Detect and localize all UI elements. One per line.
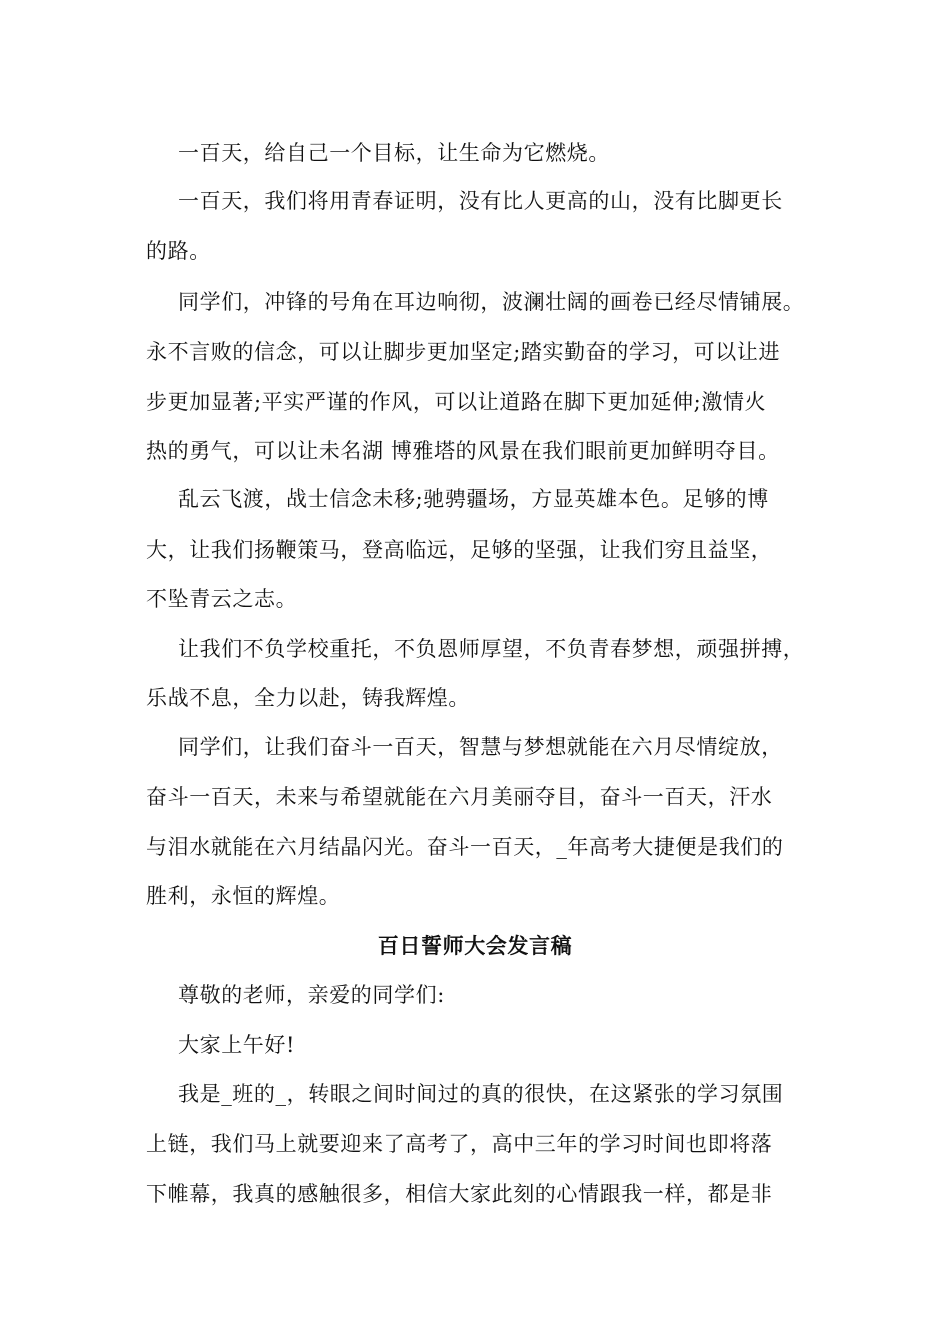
paragraph-line: 我是_班的_，转眼之间时间过的真的很快，在这紧张的学习氛围 bbox=[178, 1082, 784, 1106]
paragraph-line: 下帷幕，我真的感触很多，相信大家此刻的心情跟我一样，都是非 bbox=[146, 1182, 773, 1206]
paragraph-line: 同学们，让我们奋斗一百天，智慧与梦想就能在六月尽情绽放， bbox=[178, 735, 783, 759]
paragraph-line: 大，让我们扬鞭策马，登高临远，足够的坚强，让我们穷且益坚， bbox=[146, 538, 773, 562]
paragraph-line: 一百天，给自己一个目标，让生命为它燃烧。 bbox=[178, 141, 610, 165]
paragraph-line: 让我们不负学校重托，不负恩师厚望，不负青春梦想，顽强拼搏， bbox=[178, 637, 805, 661]
paragraph-line: 步更加显著;平实严谨的作风，可以让道路在脚下更加延伸;激情火 bbox=[146, 390, 767, 414]
paragraph-line: 同学们，冲锋的号角在耳边响彻，波澜壮阔的画卷已经尽情铺展。 bbox=[178, 290, 805, 314]
section-title: 百日誓师大会发言稿 bbox=[377, 933, 573, 958]
paragraph-line: 上链，我们马上就要迎来了高考了，高中三年的学习时间也即将落 bbox=[146, 1132, 773, 1156]
paragraph-line: 乐战不息，全力以赴，铸我辉煌。 bbox=[146, 686, 470, 710]
paragraph-line: 乱云飞渡，战士信念未移;驰骋疆场，方显英雄本色。足够的博 bbox=[178, 487, 769, 511]
paragraph-line: 一百天，我们将用青春证明，没有比人更高的山，没有比脚更长 bbox=[178, 189, 783, 213]
greeting-line: 大家上午好! bbox=[178, 1033, 296, 1057]
paragraph-line: 与泪水就能在六月结晶闪光。奋斗一百天，_年高考大捷便是我们的 bbox=[146, 835, 784, 859]
paragraph-line: 奋斗一百天，未来与希望就能在六月美丽夺目，奋斗一百天，汗水 bbox=[146, 785, 773, 809]
paragraph-line: 胜利，永恒的辉煌。 bbox=[146, 884, 341, 908]
paragraph-line: 不坠青云之志。 bbox=[146, 587, 298, 611]
paragraph-line: 永不言败的信念，可以让脚步更加坚定;踏实勤奋的学习，可以让进 bbox=[146, 340, 781, 364]
greeting-line: 尊敬的老师，亲爱的同学们: bbox=[178, 983, 445, 1007]
paragraph-line: 的路。 bbox=[146, 239, 211, 263]
paragraph-line: 热的勇气，可以让未名湖 博雅塔的风景在我们眼前更加鲜明夺目。 bbox=[146, 439, 780, 463]
